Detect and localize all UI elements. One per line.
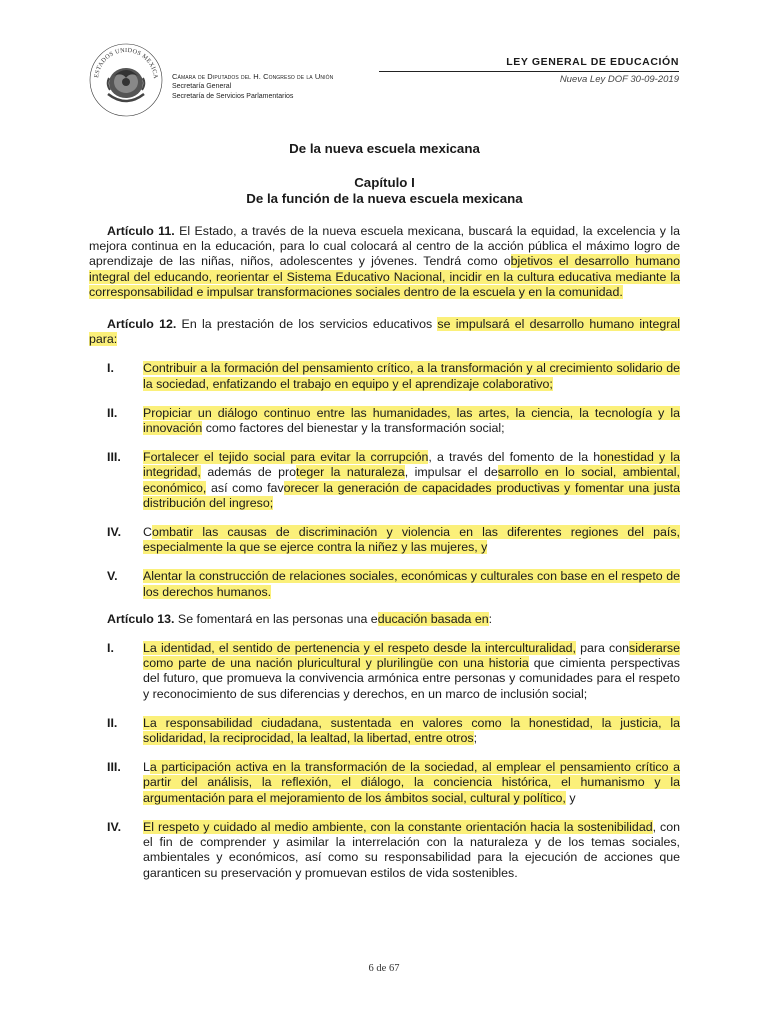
fraction-item: [89, 641, 680, 702]
article-12-fractions: [89, 361, 680, 599]
plain-text: ;: [473, 731, 478, 746]
plain-text: como factores del bienestar y la transformación social;: [202, 421, 505, 436]
fraction-item: [89, 820, 680, 881]
article-text: El Estado, a través de la nueva escuela mexicana, buscará la equidad, la excelencia y la mejora continua en la educación, para lo cual colocará al centro de la acción pública el máximo logro de aprendizaje de las niñas, niños, adolescentes y jóvenes. Tendrá como o: [89, 224, 680, 269]
fraction-text: [143, 569, 680, 599]
plain-text: que cimienta perspectivas del futuro, que promueva la convivencia armónica entre personas y comunidades para el respeto y reconocimiento de sus diferencias y derechos, en un marco de inclusión social;: [143, 656, 680, 701]
highlighted-text: Contribuir a la formación del pensamiento crítico, a la transformación y al crecimiento solidario de la sociedad, enfatizando el trabajo en equipo y el aprendizaje colaborativo;: [143, 361, 680, 391]
article-text: :: [488, 611, 493, 626]
highlighted-text: Fortalecer el tejido social para evitar la corrupción: [143, 450, 429, 465]
fraction-number: V.: [107, 569, 118, 584]
fraction-text: [143, 361, 680, 391]
article-label: Artículo 13.: [107, 611, 175, 626]
fraction-item: [89, 525, 680, 555]
highlighted-text: sarrollo en lo social, ambiental, económico,: [143, 465, 680, 495]
mexican-coat-of-arms-icon: [86, 38, 166, 118]
highlighted-text: onestidad y la integridad,: [143, 450, 681, 480]
fraction-item: [89, 406, 680, 436]
highlighted-text: a participación activa en la transformación de la sociedad, al emplear el pensamiento crítico a partir del análisis, la reflexión, el diálogo, la conciencia histórica, el humanismo y la argumentación para el mejoramiento de los ámbitos social, cultural y político,: [143, 760, 680, 805]
fraction-number: III.: [107, 450, 121, 465]
chapter-label: Capítulo I: [354, 175, 415, 190]
chamber-line: Cámara de Diputados del H. Congreso de la Unión: [172, 72, 334, 81]
article-13-fractions: [89, 641, 680, 881]
article-11: [89, 224, 680, 300]
fraction-number: I.: [107, 361, 114, 376]
publication-date: Nueva Ley DOF 30-09-2019: [559, 74, 679, 85]
page-number: 6 de 67: [368, 963, 400, 974]
fraction-text: [143, 450, 680, 511]
header-right: [379, 56, 679, 85]
header-rule: [379, 71, 679, 72]
fraction-text: [143, 525, 680, 555]
highlighted-text: siderarse como parte de una nación pluricultural y plurilingüe con una historia: [143, 641, 680, 671]
fraction-number: II.: [107, 715, 118, 730]
article-13: [89, 612, 680, 627]
fraction-number: I.: [107, 641, 114, 656]
fraction-item: [89, 450, 680, 511]
seal-text: ESTADOS UNIDOS MEXICA: [93, 46, 160, 80]
article-label: Artículo 12.: [107, 317, 177, 332]
highlighted-text: El respeto y cuidado al medio ambiente, con la constante orientación hacia la sostenibilidad: [143, 819, 653, 834]
service-line: Secretaría de Servicios Parlamentarios: [172, 93, 294, 100]
plain-text: para con: [575, 641, 630, 656]
section-title: De la nueva escuela mexicana: [289, 141, 480, 156]
fraction-item: [89, 760, 680, 806]
highlighted-text: ducación basada en: [377, 611, 489, 626]
fraction-text: [143, 760, 680, 806]
highlighted-text: se impulsará el desarrollo humano integral para:: [89, 317, 680, 347]
article-text: Se fomentará en las personas una e: [174, 611, 378, 626]
document-body: [89, 141, 680, 895]
secretariat-line: Secretaría General: [172, 83, 232, 90]
article-text: En la prestación de los servicios educativos: [176, 317, 438, 332]
fraction-number: II.: [107, 405, 118, 420]
header-left: [172, 72, 333, 102]
highlighted-text: La identidad, el sentido de pertenencia y el respeto desde la interculturalidad,: [143, 641, 576, 656]
plain-text: así como fav: [206, 480, 284, 495]
plain-text: , impulsar el de: [404, 465, 498, 480]
fraction-item: [89, 569, 680, 599]
plain-text: , con el fin de comprender y asimilar la interrelación con la naturaleza y de los temas sociales, ambientales y económicos, así como su responsabilidad para la ejecución de acciones que garanticen su preservación y promuevan estilos de vida sostenibles.: [143, 819, 680, 880]
chapter-title: De la función de la nueva escuela mexicana: [246, 191, 523, 206]
highlighted-text: Propiciar un diálogo continuo entre las humanidades, las artes, la ciencia, la tecnología y la innovación: [143, 405, 680, 436]
fraction-number: IV.: [107, 525, 122, 540]
article-label: Artículo 11.: [107, 224, 175, 238]
fraction-number: III.: [107, 760, 121, 775]
fraction-item: [89, 361, 680, 391]
plain-text: L: [143, 760, 150, 775]
highlighted-text: orecer la generación de capacidades productivas y fomentar una justa distribución del ingreso;: [143, 480, 680, 510]
fraction-item: [89, 716, 680, 746]
plain-text: , a través del fomento de la h: [428, 450, 601, 465]
highlighted-text: teger la naturaleza: [296, 465, 405, 480]
highlighted-text: bjetivos el desarrollo humano integral del educando, reorientar el Sistema Educativo Nacional, incidir en la cultura educativa mediante la corresponsabilidad e impulsar transformaciones sociales dentro de la escuela y en la comunidad.: [89, 254, 680, 299]
fraction-text: [143, 820, 680, 881]
law-title: LEY GENERAL DE EDUCACIÓN: [506, 56, 679, 68]
highlighted-text: La responsabilidad ciudadana, sustentada en valores como la honestidad, la justicia, la solidaridad, la reciprocidad, la lealtad, la libertad, entre otros: [143, 715, 680, 746]
plain-text: C: [143, 525, 152, 540]
plain-text: además de pro: [200, 465, 297, 480]
fraction-text: [143, 406, 680, 436]
plain-text: y: [565, 790, 576, 805]
highlighted-text: Alentar la construcción de relaciones sociales, económicas y culturales con base en el respeto de los derechos humanos.: [143, 569, 680, 599]
fraction-number: IV.: [107, 819, 122, 834]
fraction-text: [143, 641, 680, 702]
highlighted-text: ombatir las causas de discriminación y violencia en las diferentes regiones del país, especialmente la que se ejerce contra la niñez y las mujeres, y: [143, 525, 680, 555]
fraction-text: [143, 716, 680, 746]
article-12: [89, 317, 680, 347]
